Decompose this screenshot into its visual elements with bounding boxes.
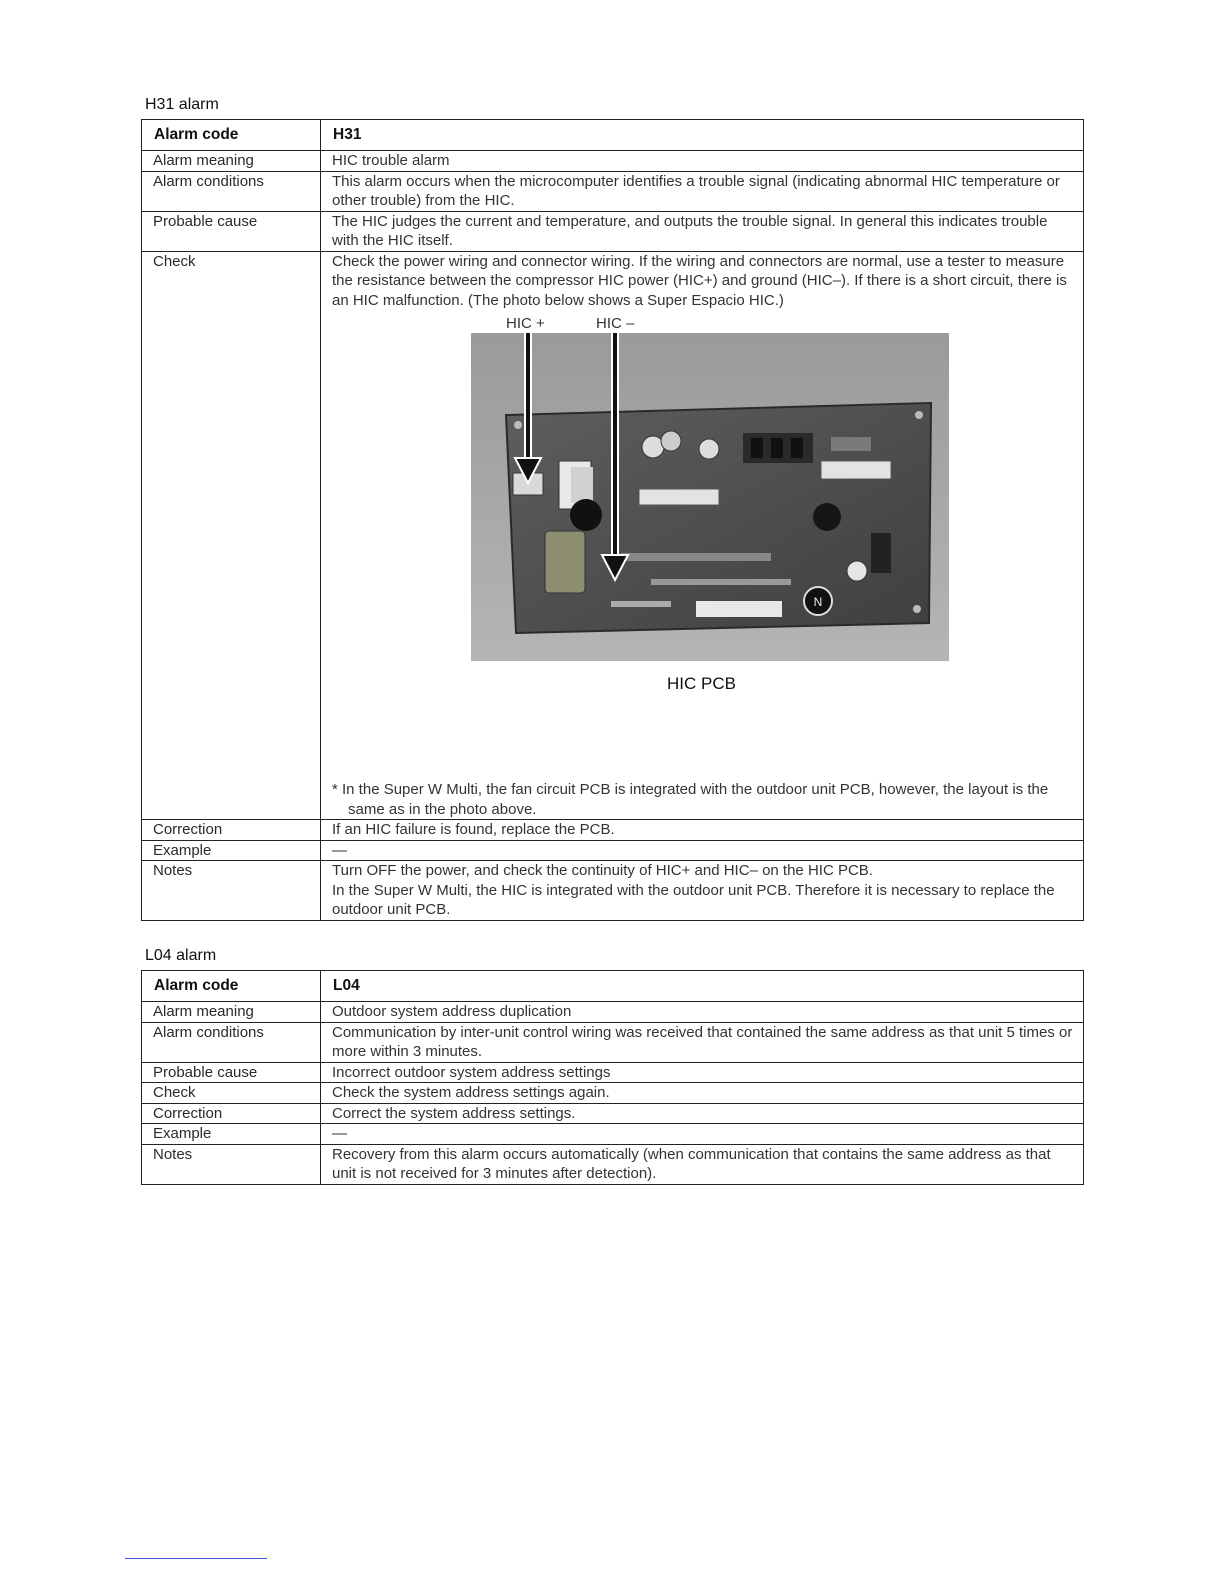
row-label: Probable cause [142, 211, 321, 251]
row-value: If an HIC failure is found, replace the PCB. [321, 820, 1084, 841]
hic-plus-label: HIC + [506, 315, 545, 332]
section-title-l04: L04 alarm [145, 947, 217, 964]
row-value: Incorrect outdoor system address settings [321, 1062, 1084, 1083]
pcb-figure [332, 310, 1075, 780]
table-row [142, 1002, 1084, 1023]
row-label: Alarm conditions [142, 171, 321, 211]
table-row [142, 171, 1084, 211]
table-row [142, 1062, 1084, 1083]
table-row [142, 1103, 1084, 1124]
table-row [142, 211, 1084, 251]
row-label: Alarm meaning [142, 151, 321, 172]
alarm-table-l04 [141, 970, 1084, 1185]
table-row [142, 151, 1084, 172]
row-label: Alarm conditions [142, 1022, 321, 1062]
row-label: Check [142, 1083, 321, 1104]
row-value: Check the system address settings again. [321, 1083, 1084, 1104]
row-label: Correction [142, 820, 321, 841]
notes-line-2: In the Super W Multi, the HIC is integrated with the outdoor unit PCB. Therefore it is necessary to replace the outdoor unit PCB. [332, 881, 1055, 918]
row-value: The HIC judges the current and temperature, and outputs the trouble signal. In general this indicates trouble with the HIC itself. [321, 211, 1084, 251]
row-value: Outdoor system address duplication [321, 1002, 1084, 1023]
row-value: L04 [321, 971, 1084, 1002]
row-label: Example [142, 1124, 321, 1145]
table-row [142, 1124, 1084, 1145]
row-value-check [321, 251, 1084, 820]
row-label: Notes [142, 1144, 321, 1184]
hic-pcb-photo [471, 333, 949, 661]
row-value: Correct the system address settings. [321, 1103, 1084, 1124]
row-value [321, 861, 1084, 921]
table-row [142, 1144, 1084, 1184]
row-label: Example [142, 840, 321, 861]
row-label: Check [142, 251, 321, 820]
hic-minus-label: HIC – [596, 315, 635, 332]
row-label: Alarm code [142, 971, 321, 1002]
row-label: Correction [142, 1103, 321, 1124]
row-label: Alarm code [142, 120, 321, 151]
row-value: H31 [321, 120, 1084, 151]
section-title-h31: H31 alarm [145, 96, 219, 113]
table-row [142, 251, 1084, 820]
table-row [142, 1083, 1084, 1104]
notes-line-1: Turn OFF the power, and check the continuity of HIC+ and HIC– on the HIC PCB. [332, 862, 873, 879]
table-row [142, 840, 1084, 861]
table-row [142, 1022, 1084, 1062]
table-row [142, 820, 1084, 841]
row-label: Alarm meaning [142, 1002, 321, 1023]
svg-text:N: N [813, 595, 823, 609]
row-value: This alarm occurs when the microcomputer identifies a trouble signal (indicating abnormal HIC temperature or other trouble) from the HIC. [321, 171, 1084, 211]
row-value: — [321, 840, 1084, 861]
footer-rule [125, 1558, 267, 1559]
footnote: * In the Super W Multi, the fan circuit PCB is integrated with the outdoor unit PCB, however, the layout is the same as in the photo above. [332, 781, 1049, 818]
row-label: Probable cause [142, 1062, 321, 1083]
check-text: Check the power wiring and connector wiring. If the wiring and connectors are normal, use a tester to measure the resistance between the compressor HIC power (HIC+) and ground (HIC–). If there is a short circuit, there is an HIC malfunction. (The photo below shows a Super Espacio HIC.) [332, 252, 1067, 309]
photo-caption: HIC PCB [667, 674, 736, 693]
row-value: HIC trouble alarm [321, 151, 1084, 172]
row-value: Recovery from this alarm occurs automatically (when communication that contains the same address as that unit is not received for 3 minutes after detection). [321, 1144, 1084, 1184]
table-row [142, 120, 1084, 151]
table-row [142, 971, 1084, 1002]
alarm-table-h31 [141, 119, 1084, 921]
table-row [142, 861, 1084, 921]
row-value: Communication by inter-unit control wiring was received that contained the same address as that unit 5 times or more within 3 minutes. [321, 1022, 1084, 1062]
row-label: Notes [142, 861, 321, 921]
row-value: — [321, 1124, 1084, 1145]
